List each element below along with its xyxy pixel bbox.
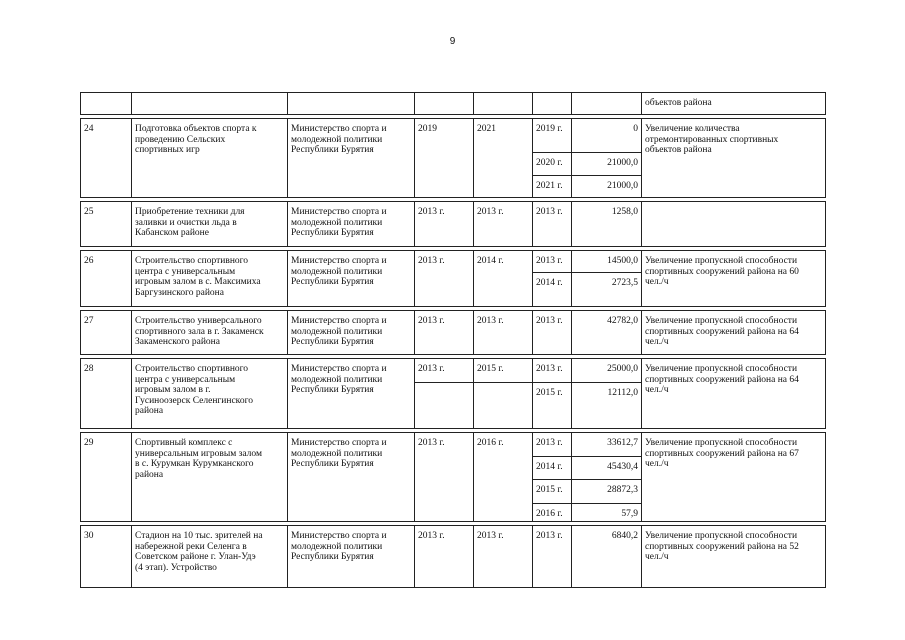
- table-rule: [414, 201, 415, 247]
- measure-name: Спортивный комплекс с универсальным игровым залом в с. Курумкан Курумканского района: [135, 438, 262, 480]
- table-rule: [414, 432, 415, 522]
- table-rule: [473, 358, 474, 429]
- table-rule: [131, 118, 132, 198]
- table-rule: [825, 92, 826, 115]
- funding-year: 2013 г.: [536, 438, 563, 448]
- executor: Министерство спорта и молодежной политики Республики Бурятия: [291, 124, 387, 156]
- table-rule: [131, 201, 132, 247]
- table-rule: [131, 432, 132, 522]
- funding-year: 2015 г.: [536, 485, 563, 495]
- funding-year: 2014 г.: [536, 278, 563, 288]
- row-number: 30: [84, 531, 94, 541]
- table-rule: [287, 250, 288, 307]
- expected-result: Увеличение пропускной способности спортивных сооружений района на 67 чел./ч: [645, 438, 799, 470]
- table-rule: [571, 118, 572, 198]
- table-top-border: [80, 92, 826, 93]
- funding-year: 2013 г.: [536, 207, 563, 217]
- table-rule: [641, 250, 642, 307]
- row-number: 28: [84, 364, 94, 374]
- row-bottom-border: [80, 306, 826, 307]
- table-rule: [414, 310, 415, 355]
- expected-result: Увеличение пропускной способности спортивных сооружений района на 52 чел./ч: [645, 531, 799, 563]
- table-rule: [571, 250, 572, 307]
- executor: Министерство спорта и молодежной политики Республики Бурятия: [291, 316, 387, 348]
- funding-year: 2013 г.: [536, 316, 563, 326]
- row-top-border: [80, 358, 826, 359]
- end-year: 2016 г.: [477, 438, 504, 448]
- table-rule: [287, 432, 288, 522]
- table-rule: [532, 310, 533, 355]
- end-year: 2013 г.: [477, 316, 504, 326]
- table-rule: [287, 358, 288, 429]
- funding-amount: 45430,4: [607, 462, 638, 472]
- table-rule: [131, 310, 132, 355]
- table-rule: [80, 250, 81, 307]
- expected-result: Увеличение пропускной способности спортивных сооружений района на 64 чел./ч: [645, 364, 799, 396]
- row-number: 24: [84, 124, 94, 134]
- table-rule: [571, 310, 572, 355]
- end-year: 2013 г.: [477, 531, 504, 541]
- table-rule: [414, 250, 415, 307]
- table-rule: [641, 525, 642, 588]
- table-rule: [825, 250, 826, 307]
- measure-name: Строительство спортивного центра с универсальным игровым залом в с. Максимиха Баргузинского района: [135, 256, 261, 298]
- table-rule: [825, 358, 826, 429]
- table-rule: [80, 92, 81, 115]
- table-rule: [287, 525, 288, 588]
- table-rule: [825, 310, 826, 355]
- table-rule: [473, 432, 474, 522]
- start-year: 2013 г.: [418, 207, 445, 217]
- funding-year: 2021 г.: [536, 181, 563, 191]
- funding-year: 2013 г.: [536, 364, 563, 374]
- expected-result: Увеличение пропускной способности спортивных сооружений района на 60 чел./ч: [645, 256, 799, 288]
- table-rule: [641, 310, 642, 355]
- funding-year: 2013 г.: [536, 531, 563, 541]
- end-year: 2013 г.: [477, 207, 504, 217]
- measure-name: Подготовка объектов спорта к проведению Сельских спортивных игр: [135, 124, 257, 156]
- funding-amount: 12112,0: [607, 388, 638, 398]
- table-rule: [641, 201, 642, 247]
- table-rule: [825, 525, 826, 588]
- table-rule: [80, 432, 81, 522]
- measure-name: Стадион на 10 тыс. зрителей на набережной реки Селенга в Советском районе г. Улан-Удэ (4 этап). Устройство: [135, 531, 263, 573]
- row-bottom-border: [80, 246, 826, 247]
- row-bottom-border: [80, 197, 826, 198]
- table-rule: [131, 358, 132, 429]
- funding-amount: 21000,0: [607, 158, 638, 168]
- table-rule: [131, 525, 132, 588]
- executor: Министерство спорта и молодежной политики Республики Бурятия: [291, 207, 387, 239]
- table-rule: [641, 92, 642, 115]
- table-rule: [131, 92, 132, 115]
- table-rule: [571, 92, 572, 115]
- funding-amount: 14500,0: [607, 256, 638, 266]
- executor: Министерство спорта и молодежной политики Республики Бурятия: [291, 364, 387, 396]
- row-bottom-border: [80, 354, 826, 355]
- row-number: 29: [84, 438, 94, 448]
- start-year: 2013 г.: [418, 438, 445, 448]
- funding-amount: 42782,0: [607, 316, 638, 326]
- funding-amount: 21000,0: [607, 181, 638, 191]
- table-rule: [641, 358, 642, 429]
- table-rule: [571, 525, 572, 588]
- executor: Министерство спорта и молодежной политики Республики Бурятия: [291, 438, 387, 470]
- table-rule: [414, 92, 415, 115]
- row-top-border: [80, 432, 826, 433]
- table-rule: [473, 525, 474, 588]
- table-rule: [571, 432, 572, 522]
- row-bottom-border: [80, 521, 826, 522]
- table-rule: [641, 432, 642, 522]
- table-rule: [414, 358, 415, 429]
- table-rule: [287, 92, 288, 115]
- table-rule: [287, 201, 288, 247]
- table-rule: [532, 525, 533, 588]
- table-rule: [532, 92, 533, 115]
- table-rule: [473, 250, 474, 307]
- funding-year: 2015 г.: [536, 388, 563, 398]
- table-rule: [532, 432, 533, 522]
- executor: Министерство спорта и молодежной политики Республики Бурятия: [291, 256, 387, 288]
- expected-result: Увеличение количества отремонтированных спортивных объектов района: [645, 124, 779, 156]
- table-rule: [414, 118, 415, 198]
- table-rule: [532, 118, 533, 198]
- row-top-border: [80, 525, 826, 526]
- row-number: 26: [84, 256, 94, 266]
- table-rule: [287, 118, 288, 198]
- funding-amount: 2723,5: [611, 278, 638, 288]
- table-rule: [131, 250, 132, 307]
- table-rule: [287, 310, 288, 355]
- row-bottom-border: [80, 428, 826, 429]
- table-rule: [80, 525, 81, 588]
- funding-amount: 33612,7: [607, 438, 638, 448]
- row-number: 27: [84, 316, 94, 326]
- funding-year: 2014 г.: [536, 462, 563, 472]
- table-rule: [473, 310, 474, 355]
- start-year: 2019: [418, 124, 437, 134]
- table-rule: [641, 118, 642, 198]
- table-rule: [414, 525, 415, 588]
- funding-amount: 28872,3: [607, 485, 638, 495]
- page-number: 9: [449, 36, 456, 47]
- table-rule: [473, 201, 474, 247]
- funding-amount: 6840,2: [611, 531, 638, 541]
- end-year: 2021: [477, 124, 496, 134]
- start-year: 2013 г.: [418, 256, 445, 266]
- row-top-border: [80, 310, 826, 311]
- funding-amount: 0: [633, 124, 638, 134]
- funding-divider: [532, 503, 642, 504]
- table-rule: [571, 358, 572, 429]
- row-number: 25: [84, 207, 94, 217]
- measure-name: Приобретение техники для заливки и очистки льда в Кабанском районе: [135, 207, 245, 239]
- start-year: 2013 г.: [418, 316, 445, 326]
- table-rule: [473, 118, 474, 198]
- funding-amount: 25000,0: [607, 364, 638, 374]
- funding-divider: [532, 152, 642, 153]
- expected-result: Увеличение пропускной способности спортивных сооружений района на 64 чел./ч: [645, 316, 799, 348]
- table-rule: [80, 118, 81, 198]
- row-top-border: [80, 201, 826, 202]
- table-rule: [532, 201, 533, 247]
- table-rule: [571, 201, 572, 247]
- funding-amount: 1258,0: [611, 207, 638, 217]
- end-year: 2014 г.: [477, 256, 504, 266]
- table-rule: [80, 114, 826, 115]
- funding-year: 2020 г.: [536, 158, 563, 168]
- executor: Министерство спорта и молодежной политики Республики Бурятия: [291, 531, 387, 563]
- table-rule: [80, 358, 81, 429]
- funding-divider: [414, 382, 642, 383]
- funding-amount: 57,9: [621, 509, 638, 519]
- funding-divider: [532, 175, 642, 176]
- start-year: 2013 г.: [418, 531, 445, 541]
- continuation-result-cell: объектов района: [645, 98, 712, 108]
- table-rule: [532, 358, 533, 429]
- table-rule: [825, 201, 826, 247]
- table-rule: [473, 92, 474, 115]
- row-top-border: [80, 118, 826, 119]
- table-rule: [80, 310, 81, 355]
- table-rule: [825, 118, 826, 198]
- row-top-border: [80, 250, 826, 251]
- table-rule: [825, 432, 826, 522]
- table-rule: [80, 201, 81, 247]
- start-year: 2013 г.: [418, 364, 445, 374]
- table-rule: [532, 250, 533, 307]
- row-bottom-border: [80, 587, 826, 588]
- funding-divider: [532, 272, 642, 273]
- measure-name: Строительство спортивного центра с универсальным игровым залом в г. Гусиноозерск Селенгинского района: [135, 364, 253, 417]
- funding-year: 2013 г.: [536, 256, 563, 266]
- funding-divider: [532, 479, 642, 480]
- funding-year: 2016 г.: [536, 509, 563, 519]
- funding-year: 2019 г.: [536, 124, 563, 134]
- measure-name: Строительство универсального спортивного зала в г. Закаменск Закаменского района: [135, 316, 264, 348]
- end-year: 2015 г.: [477, 364, 504, 374]
- funding-divider: [532, 456, 642, 457]
